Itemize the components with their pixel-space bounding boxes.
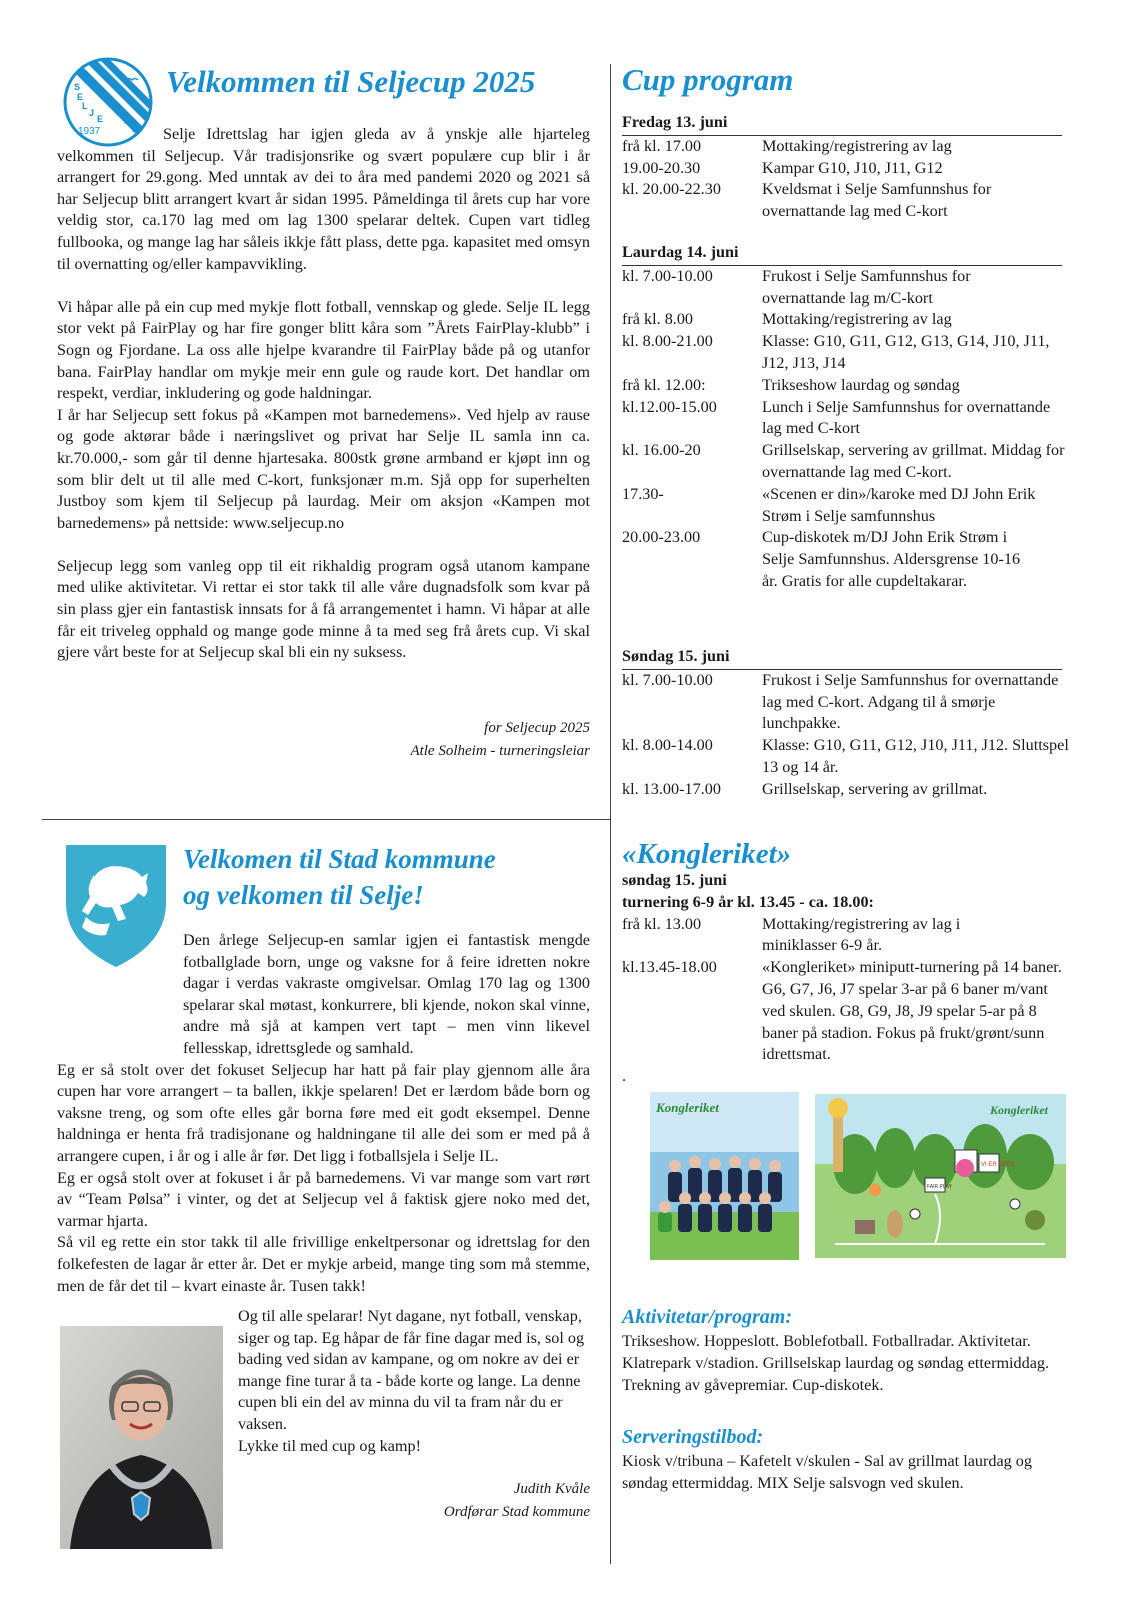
svg-text:L: L — [132, 124, 138, 134]
kongleriket-date: søndag 15. juni — [622, 871, 727, 889]
stad-paragraph — [57, 930, 590, 1060]
stad-letter — [57, 930, 590, 1297]
program-row — [622, 397, 1072, 441]
program-desc: Lunch i Selje Samfunnshus for overnattande lag med C-kort — [762, 397, 1051, 438]
svg-text:VI ER SEEN: VI ER SEEN — [981, 1162, 1015, 1168]
program-time: kl.12.00-15.00 — [622, 397, 717, 416]
program-time: kl. 16.00-20 — [622, 441, 701, 460]
stad-paragraph: Eg er så stolt over det fokuset Seljecup har hatt på fair play gjennom alle åra cupen har vore arrangert – ta ballen, ikkje spelaren! Det er lærdom både born og vaksne treng, og som ofte elles går borna føre med eit godt eksempel. Denne haldninga er henta frå tradisjonane og haldningane til alle dei som er med på å arrangere cupen, i år og i alle år før. Det ligg i fotballsjela i Selje IL. — [57, 1060, 590, 1165]
program-time: frå kl. 12.00: — [622, 375, 706, 394]
program-desc: Frukost i Selje Samfunnshus for overnattande lag med C-kort. Adgang til å smørje lunchpakke. — [762, 670, 1059, 733]
program-desc: Mottaking/registrering av lag i miniklasser 6-9 år. — [762, 914, 961, 955]
stray-dot: . — [622, 1067, 627, 1086]
team-photo — [650, 1092, 799, 1260]
kongleriket-title: «Kongleriket» — [622, 838, 792, 870]
stad-closing-wish: Lykke til med cup og kamp! — [238, 1436, 421, 1455]
program-row — [622, 670, 1072, 735]
program-desc: Kampar G10, J10, J11, G12 — [762, 158, 943, 177]
stad-signature — [380, 1478, 590, 1524]
program-desc: Mottaking/registrering av lag — [762, 310, 952, 329]
svg-text:Kongleriket: Kongleriket — [656, 1100, 719, 1115]
welcome-paragraph: I år har Seljecup sett fokus på «Kampen mot barnedemens». Ved hjelp av rause og gode aktørar både i næringslivet og privat har Selje IL samla inn ca. kr.70.000,- som går til denne hjartesaka. 800stk grøne armband er kjøpt inn og som blir delt ut til alle med C-kort, funksjonær m.m. Sjå opp for superhelten Justboy som kjem til Seljecup på laurdag. Meir om aksjon «Kampen mot barnedemens» på nettside: www.seljecup.no — [57, 405, 590, 532]
program-desc: Frukost i Selje Samfunnshus for overnattande lag m/C-kort — [762, 266, 971, 307]
svg-text:I: I — [124, 116, 127, 126]
svg-text:Kongleriket: Kongleriket — [990, 1103, 1049, 1117]
program-time: kl. 13.00-17.00 — [622, 779, 721, 798]
program-row — [622, 779, 1072, 801]
signature-role: Ordførar Stad kommune — [443, 1504, 590, 1520]
mayor-portrait — [60, 1326, 223, 1549]
activities-title: Aktivitetar/program: — [622, 1306, 792, 1328]
welcome-title: Velkommen til Seljecup 2025 — [166, 64, 536, 99]
stad-closing — [238, 1306, 590, 1457]
program-row — [622, 179, 1072, 223]
kongleriket-illustration — [815, 1094, 1066, 1258]
program-title: Cup program — [622, 62, 794, 97]
program-row — [622, 136, 1072, 158]
svg-text:1937: 1937 — [78, 126, 101, 137]
welcome-paragraph: Seljecup legg som vanleg opp til eit rikhaldig program også utanom kampane med ulike aktivitetar. Vi rettar ei stor takk til alle våre dugnadsfolk som kvar på sin plass gjer ein fantastisk innsats for å få arrangementet i hamn. Vi håpar at alle får eit triveleg opphald og mange gode minne å ta med seg frå årets cup. Vi skal gjere vårt beste for at Seljecup skal bli ein ny suksess. — [57, 556, 590, 662]
svg-text:E: E — [97, 114, 104, 124]
program-desc: Klasse: G10, G11, G12, G13, G14, J10, J11, J12, J13, J14 — [762, 332, 1050, 372]
program-desc: «Kongleriket» miniputt-turnering på 14 baner. G6, G7, J6, J7 spelar 3-ar på 6 baner m/vant ved skulen. G8, G9, J8, J9 spelar 5-ar på 8 baner på stadion. Fokus på frukt/grønt/sunn idrettsmat. — [762, 958, 1062, 1064]
svg-text:FAIR PLAY: FAIR PLAY — [927, 1184, 952, 1190]
day-heading: Laurdag 14. juni — [622, 243, 739, 261]
stad-title-line: og velkomen til Selje! — [183, 880, 424, 910]
program-row — [622, 331, 1072, 375]
kongleriket-time: turnering 6-9 år kl. 13.45 - ca. 18.00: — [622, 892, 874, 911]
svg-text:J: J — [89, 108, 95, 118]
welcome-paragraph: Vi håpar alle på ein cup med mykje flott fotball, vennskap og glede. Selje IL legg stor vekt på FairPlay og har fire gonger blitt kåra som ”Årets FairPlay-klubb” i Sogn og Fjordane. La oss alle hjelpe kvarandre til FairPlay både på og utanfor bana. FairPlay handlar om mykje meir enn gule og raude kort. Det handlar om respekt, verdiar, inkludering og gode haldningar. — [57, 297, 590, 403]
welcome-letter — [57, 124, 590, 664]
stad-paragraph-first: Den årlege Seljecup-en samlar igjen ei fantastisk mengde fotballglade born, unge og vaksne for å feire idretten nokre dagar i verdas vakraste omgivelsar. Omlag 170 lag og 1300 spelarar skal møtast, konkurrere, bli kjende, nokon skal vinne, andre må sjå at kampen vert tapt – men vinn likevel fellesskap, idrettsglede og samhald. — [183, 931, 590, 1057]
program-row — [622, 309, 1072, 331]
serving-title: Serveringstilbod: — [622, 1426, 764, 1448]
program-time: 19.00-20.30 — [622, 158, 701, 177]
program-desc: Klasse: G10, G11, G12, J10, J11, J12. Sluttspel 13 og 14 år. — [762, 736, 1069, 776]
program-time: kl. 8.00-21.00 — [622, 332, 713, 351]
program-desc: «Scenen er din»/karoke med DJ John Erik Strøm i Selje samfunnshus — [762, 484, 1036, 525]
signature-name: Atle Solheim - turneringsleiar — [410, 743, 590, 759]
program-day-saturday — [622, 242, 1072, 593]
section-divider — [42, 819, 611, 820]
program-time: kl. 7.00-10.00 — [622, 670, 713, 689]
program-time: frå kl. 8.00 — [622, 310, 694, 329]
column-divider — [610, 64, 611, 1564]
welcome-signature — [300, 717, 590, 763]
program-day-friday — [622, 112, 1072, 223]
day-heading: Søndag 15. juni — [622, 647, 730, 665]
program-row — [622, 484, 1072, 528]
program-desc: Mottaking/registrering av lag — [762, 136, 952, 155]
program-row — [622, 266, 1072, 310]
program-time: 17.30- — [622, 484, 664, 503]
program-time: 20.00-23.00 — [622, 528, 701, 547]
program-time: frå kl. 17.00 — [622, 136, 702, 155]
stad-title-line: Velkomen til Stad kommune — [183, 844, 496, 874]
program-day-sunday — [622, 646, 1072, 801]
program-row — [622, 375, 1072, 397]
svg-text:E: E — [77, 92, 84, 102]
signature-name: Judith Kvåle — [513, 1481, 590, 1497]
stad-paragraph: Så vil eg rette ein stor takk til alle frivillige enkeltpersonar og idrettslag for den folkefesten de lagar år etter år. Det er mykje arbeid, mange ting som må stemme, men de får det til – kvart einaste år. Tusen takk! — [57, 1233, 590, 1295]
program-desc: Cup-diskotek m/DJ John Erik Strøm i Selje Samfunnshus. Aldersgrense 10-16 år. Gratis for alle cupdeltakarar. — [762, 528, 1021, 590]
kongleriket-section — [622, 870, 1062, 1088]
program-desc: Grillselskap, servering av grillmat. Middag for overnattande lag med C-kort. — [762, 441, 1065, 481]
program-desc: Trikseshow laurdag og søndag — [762, 375, 960, 394]
program-time: kl. 20.00-22.30 — [622, 180, 721, 199]
welcome-paragraph: Selje Idrettslag har igjen gleda av å ynskje alle hjarteleg velkommen til Seljecup. Vår tradisjonsrike og svært populære cup blir i år arrangert for 29.gong. Med unntak av dei to åra med pandemi 2020 og 2021 så har Seljecup blitt arrangert kvart år sidan 1995. Påmeldinga til årets cup har vore veldig stor, ca.170 lag med om lag 1300 spelarar deltek. Cupen vart tidleg fullbooka, og mange lag har såleis ikkje fått plass, dette pga. kapasitet med omsyn til overnatting og/eller kampavvikling. — [57, 125, 590, 273]
program-desc: Grillselskap, servering av grillmat. — [762, 779, 988, 798]
program-row — [622, 957, 1062, 1066]
day-heading: Fredag 13. juni — [622, 113, 728, 131]
activities-text: Trikseshow. Hoppeslott. Boblefotball. Fotballradar. Aktivitetar. Klatrepark v/stadion. Grillselskap laurdag og søndag ettermiddag. Trekning av gåvepremiar. Cup-diskotek. — [622, 1332, 1050, 1394]
stad-closing-paragraph: Og til alle spelarar! Nyt dagane, nyt fotball, venskap, siger og tap. Eg håpar de får fine dagar med is, sol og bading ved sidan av kampane, og om nokre av dei er mange fine turar å ta - både korte og lange. La denne cupen bli ein del av minna du vil ta fram når du er vaksen. — [238, 1307, 585, 1433]
stad-title — [183, 841, 496, 913]
program-row — [622, 735, 1072, 779]
svg-text:L: L — [82, 101, 88, 111]
program-row — [622, 914, 1062, 958]
program-row — [622, 158, 1072, 180]
svg-text:S: S — [74, 82, 81, 92]
signature-line: for Seljecup 2025 — [484, 720, 590, 736]
program-time: kl. 8.00-14.00 — [622, 736, 713, 755]
program-time: kl.13.45-18.00 — [622, 958, 717, 977]
serving-text: Kiosk v/tribuna – Kafetelt v/skulen - Sal av grillmat laurdag og søndag ettermiddag. MIX Selje salsvogn ved skulen. — [622, 1452, 1032, 1492]
program-row — [622, 527, 1072, 592]
program-time: frå kl. 13.00 — [622, 914, 702, 933]
program-time: kl. 7.00-10.00 — [622, 266, 713, 285]
program-row — [622, 440, 1072, 484]
stad-paragraph: Eg er også stolt over at fokuset i år på barnedemens. Vi var mange som vart rørt av “Team Pølsa” i vinter, og det at Seljecup vel å faktisk gjere noko med det, varmar hjarta. — [57, 1168, 590, 1230]
program-desc: Kveldsmat i Selje Samfunnshus for overnattande lag med C-kort — [762, 180, 992, 221]
